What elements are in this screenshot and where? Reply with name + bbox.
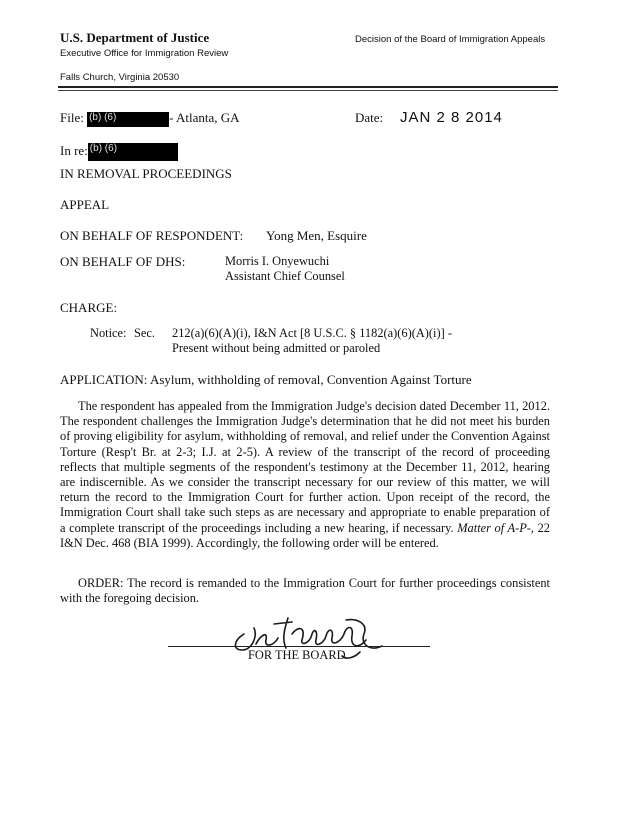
charge-citation: 212(a)(6)(A)(i), I&N Act [8 U.S.C. § 1182(a)(6)(A)(i)] -	[172, 326, 452, 340]
for-the-board: FOR THE BOARD	[248, 648, 346, 662]
file-number-redaction: (b) (6)	[87, 112, 169, 127]
charge-heading: CHARGE:	[60, 300, 118, 315]
header-rule	[58, 86, 558, 88]
dhs-label: ON BEHALF OF DHS:	[60, 254, 186, 269]
dhs-counsel-title: Assistant Chief Counsel	[225, 269, 345, 283]
in-re-line	[60, 143, 178, 161]
file-line	[60, 110, 240, 127]
header-rule-thin	[58, 90, 558, 91]
sec-label: Sec.	[134, 326, 155, 340]
office-location: Falls Church, Virginia 20530	[60, 72, 180, 83]
date-stamp: JAN 2 8 2014	[400, 109, 503, 126]
dhs-counsel-name: Morris I. Onyewuchi	[225, 254, 330, 268]
proceedings-heading: IN REMOVAL PROCEEDINGS	[60, 166, 232, 181]
notice-label: Notice:	[90, 326, 127, 340]
application-line	[60, 372, 472, 388]
decision-paragraph	[60, 399, 550, 551]
application-value: Asylum, withholding of removal, Convention Against Torture	[149, 372, 472, 387]
file-suffix: - Atlanta, GA	[169, 110, 240, 125]
respondent-counsel: Yong Men, Esquire	[266, 228, 367, 243]
file-label: File:	[60, 110, 84, 125]
respondent-name-redaction: (b) (6)	[88, 143, 178, 161]
date-label: Date:	[355, 110, 384, 125]
department-name: U.S. Department of Justice	[60, 30, 210, 45]
office-name: Executive Office for Immigration Review	[60, 48, 229, 59]
order-text: ORDER: The record is remanded to the Immigration Court for further proceedings consistent with the foregoing decision.	[60, 576, 550, 606]
in-re-label: In re:	[60, 143, 88, 158]
decision-text: The respondent has appealed from the Immigration Judge's decision dated December 11, 2012. The respondent challenges the Immigration Judge's determination that he did not meet his burden of proving eligibility for asylum, withholding of removal, and relief under the Convention Against Torture (Resp't Br. at 2-3; I.J. at 2-5). A review of the transcript of the record of proceeding reflects that multiple segments of the respondent's testimony at the December 11, 2012, hearing are indiscernible. As we consider the transcript necessary for our review of this matter, we will return the record to the Immigration Court for further action. Upon receipt of the record, the Immigration Court shall take such steps as are necessary and appropriate to enable preparation of a complete transcript of the proceedings including a new hearing, if necessary.	[60, 399, 550, 535]
application-label: APPLICATION:	[60, 372, 148, 387]
appeal-heading: APPEAL	[60, 197, 110, 212]
respondent-label: ON BEHALF OF RESPONDENT:	[60, 228, 244, 243]
decision-of-heading: Decision of the Board of Immigration Appeals	[355, 34, 546, 45]
decision-text-end: , 22 I&N Dec. 468 (BIA 1999). Accordingly, the following order will be entered.	[60, 520, 550, 550]
case-citation: Matter of A-P-	[457, 520, 531, 535]
charge-description: Present without being admitted or paroled	[172, 341, 381, 355]
signature-line	[168, 646, 430, 647]
